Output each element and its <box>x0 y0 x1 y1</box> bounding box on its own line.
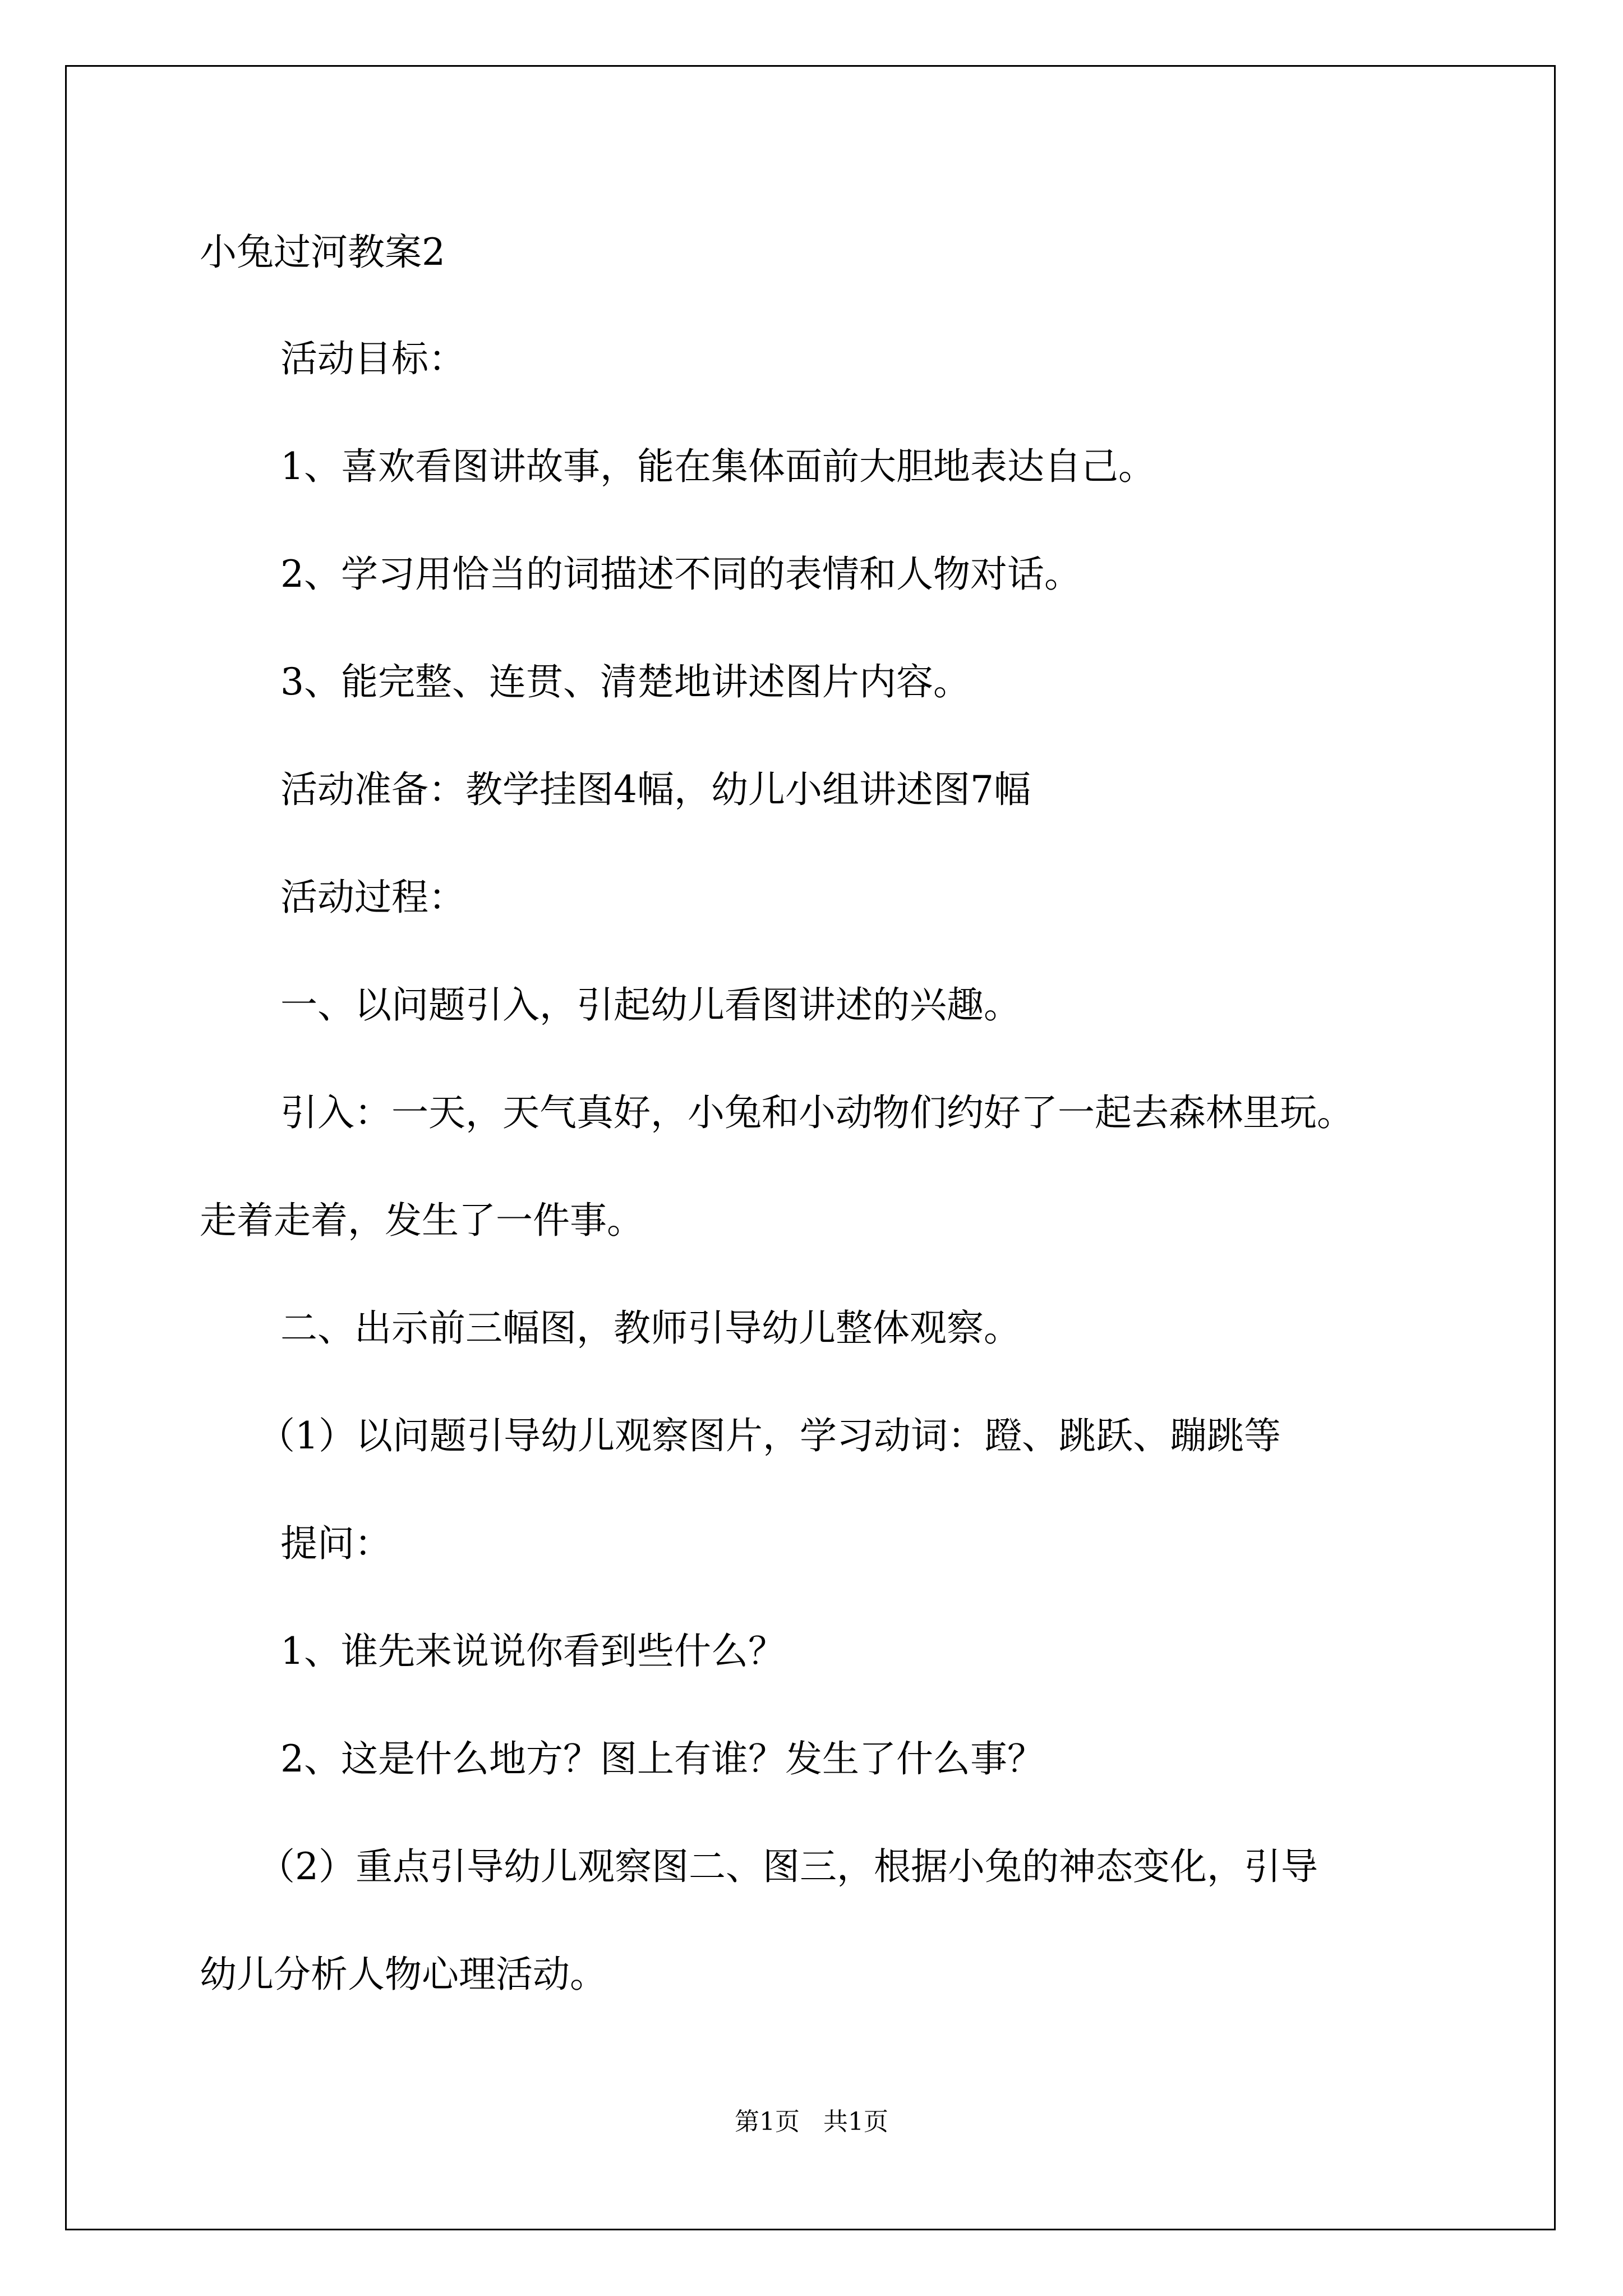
document-title: 小兔过河教案2 <box>200 231 445 274</box>
paragraph-substep-2: （2）重点引导幼儿观察图二、图三，根据小兔的神态变化，引导 <box>258 1845 1318 1888</box>
paragraph-step-1: 一、以问题引入，引起幼儿看图讲述的兴趣。 <box>280 983 1021 1027</box>
paragraph-activity-goals: 活动目标： <box>280 337 465 380</box>
paragraph-goal-1: 1、喜欢看图讲故事，能在集体面前大胆地表达自己。 <box>280 445 1155 488</box>
paragraph-process: 活动过程： <box>280 876 465 919</box>
paragraph-step-2: 二、出示前三幅图，教师引导幼儿整体观察。 <box>280 1306 1021 1350</box>
paragraph-goal-2: 2、学习用恰当的词描述不同的表情和人物对话。 <box>280 553 1081 596</box>
paragraph-substep-1: （1）以问题引导幼儿观察图片，学习动词：蹬、跳跃、蹦跳等 <box>258 1414 1281 1457</box>
page-border <box>65 65 1556 2230</box>
paragraph-question-2: 2、这是什么地方？图上有谁？发生了什么事？ <box>280 1737 1044 1780</box>
paragraph-goal-3: 3、能完整、连贯、清楚地讲述图片内容。 <box>280 660 970 703</box>
paragraph-substep-2-continued: 幼儿分析人物心理活动。 <box>200 1953 607 1996</box>
paragraph-intro: 引入：一天，天气真好，小兔和小动物们约好了一起去森林里玩。 <box>280 1091 1354 1134</box>
page-footer: 第1页 共1页 <box>735 2108 888 2136</box>
paragraph-question-1: 1、谁先来说说你看到些什么？ <box>280 1630 785 1673</box>
paragraph-intro-continued: 走着走着，发生了一件事。 <box>200 1199 644 1242</box>
paragraph-questions: 提问： <box>280 1522 391 1565</box>
paragraph-preparation: 活动准备：教学挂图4幅，幼儿小组讲述图7幅 <box>280 768 1031 811</box>
